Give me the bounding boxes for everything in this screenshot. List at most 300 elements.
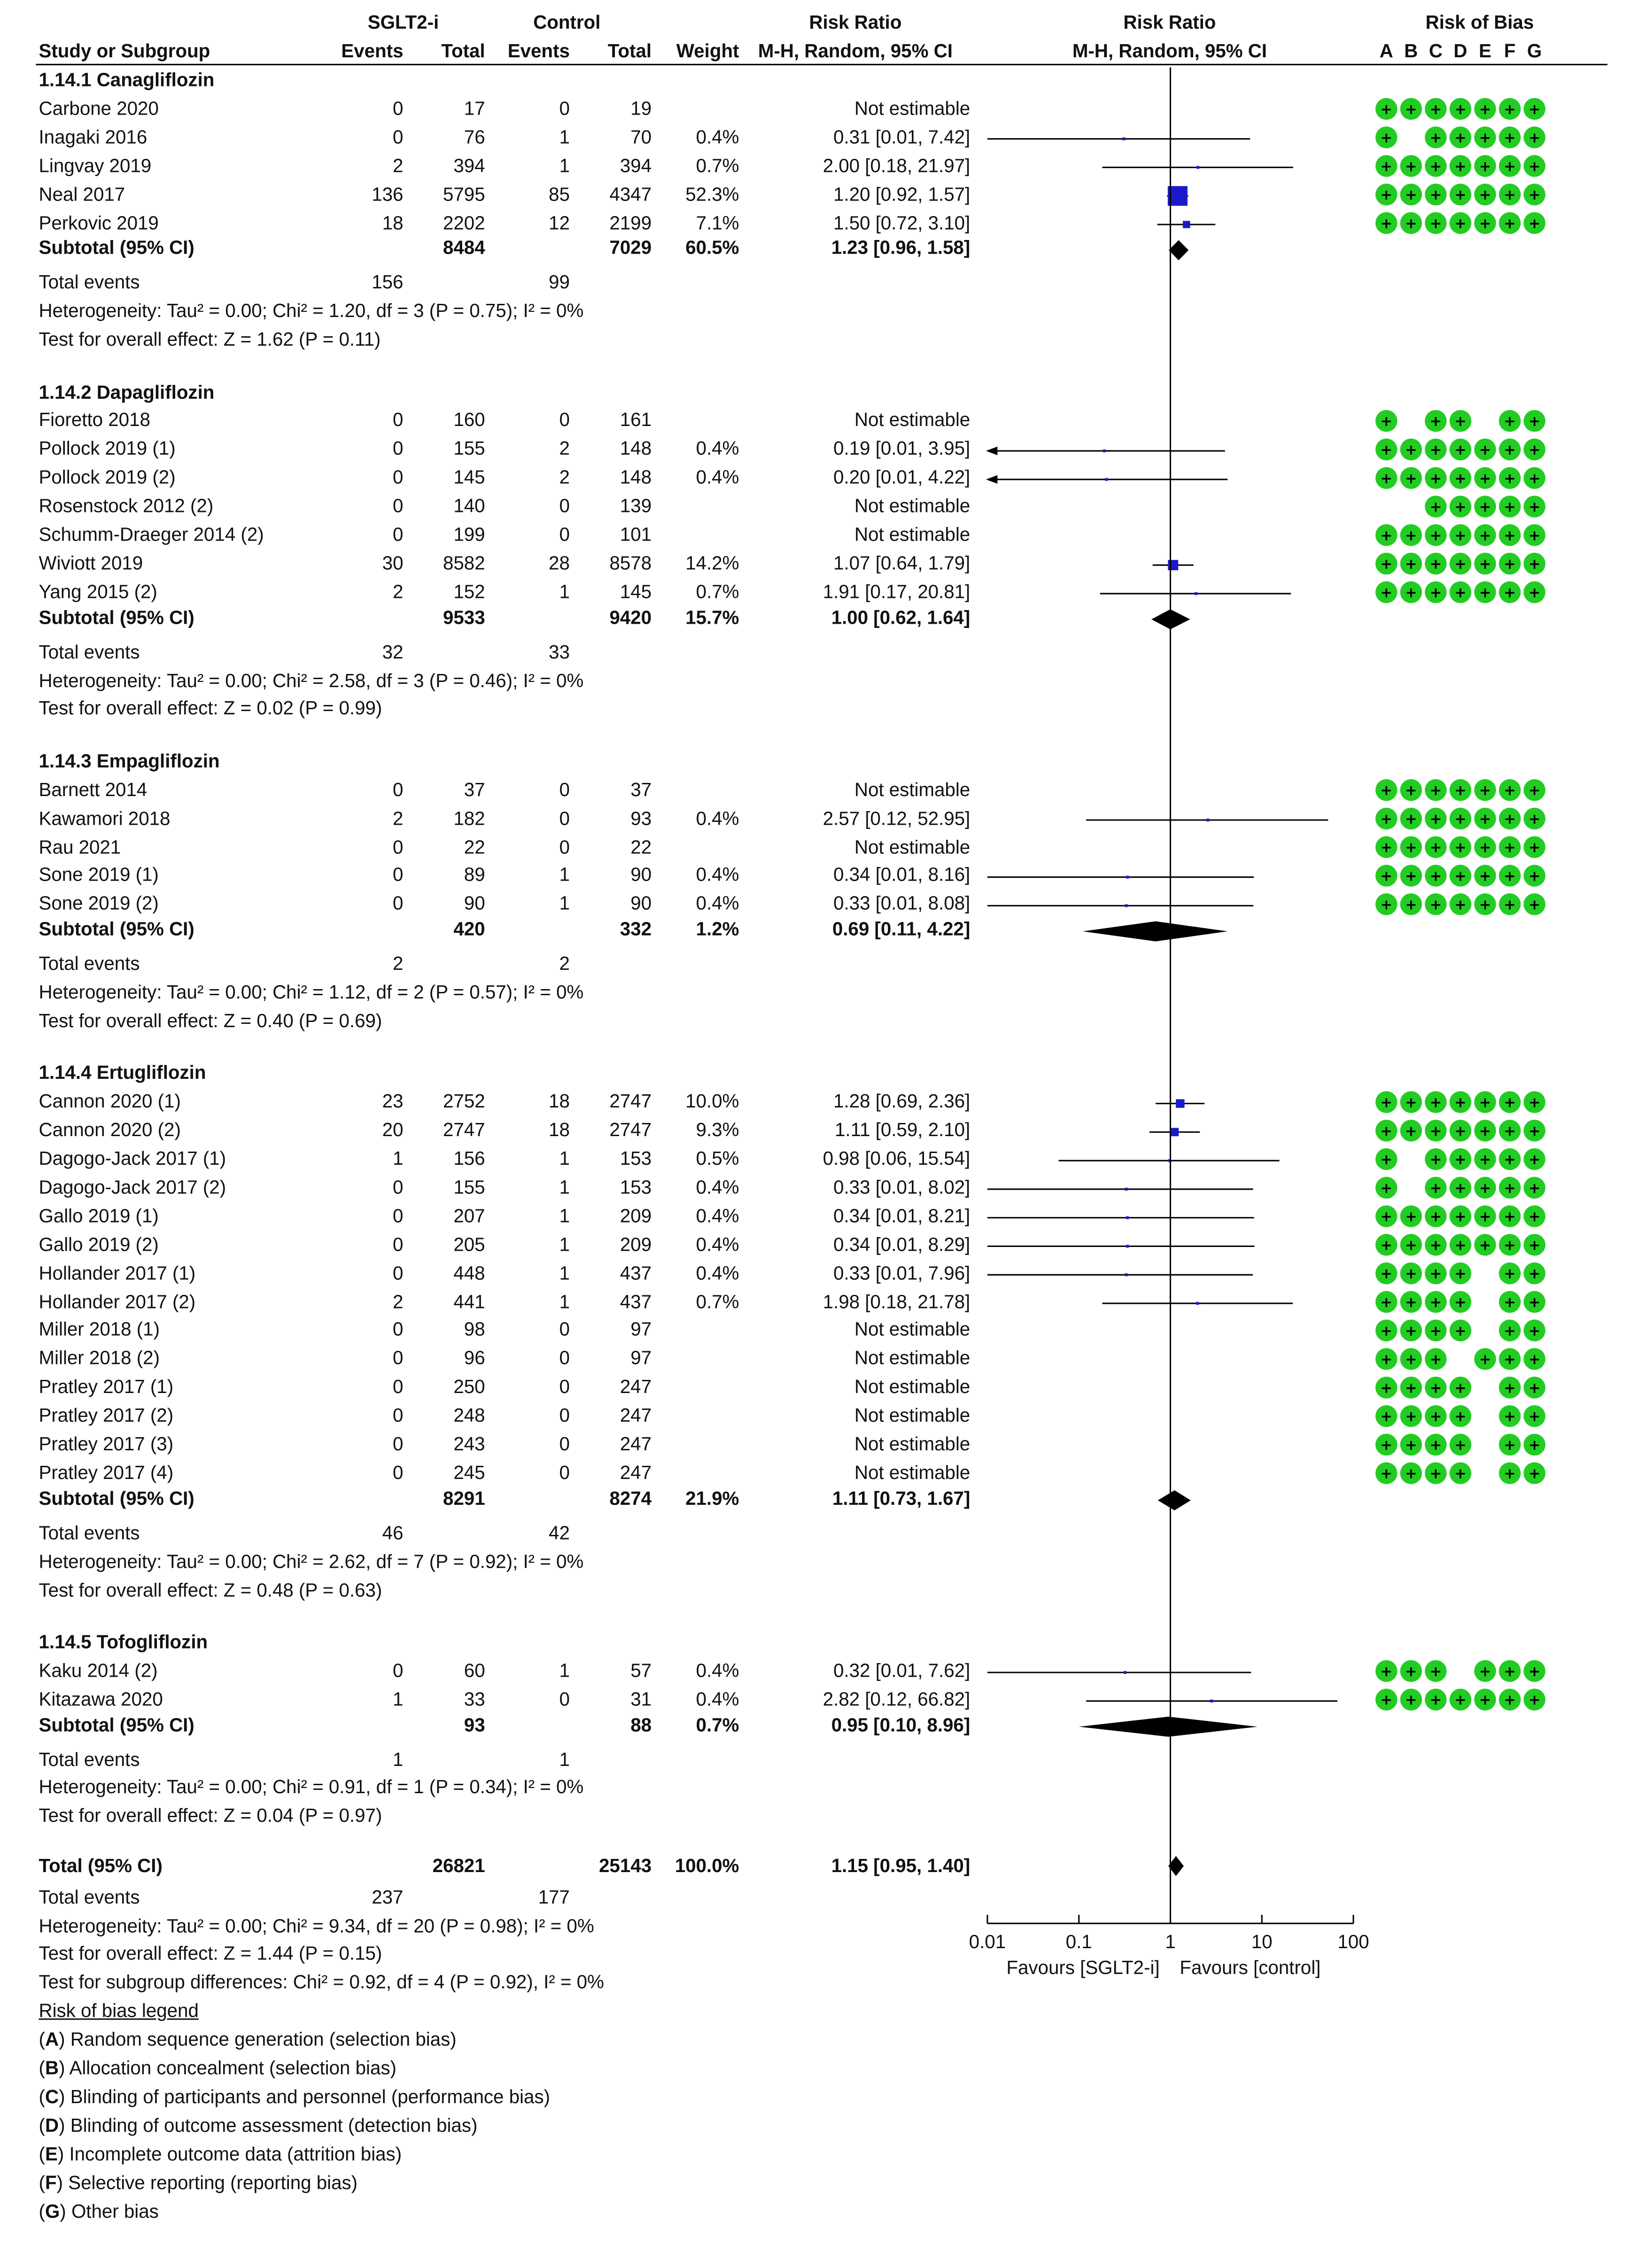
subtotal-label: Subtotal (95% CI) <box>39 1487 194 1509</box>
rob-plus-sign: + <box>1380 158 1393 175</box>
study-events-exp: 0 <box>393 409 404 431</box>
rob-plus-sign: + <box>1429 1465 1442 1482</box>
study-point-square <box>1210 1700 1213 1703</box>
study-rr-ci: 0.34 [0.01, 8.16] <box>833 864 971 886</box>
study-events-exp: 0 <box>393 1347 404 1369</box>
subtotal-total-ctl: 332 <box>620 918 652 940</box>
study-name: Pratley 2017 (4) <box>39 1462 174 1484</box>
study-events-exp: 2 <box>393 807 404 829</box>
study-weight: 14.2% <box>685 552 739 574</box>
study-point-square <box>1124 1671 1126 1674</box>
study-weight: 0.4% <box>696 892 739 914</box>
rob-plus-sign: + <box>1504 470 1516 487</box>
study-rr-ci: 0.19 [0.01, 3.95] <box>833 438 971 460</box>
rob-plus-sign: + <box>1454 413 1467 430</box>
study-name: Gallo 2019 (1) <box>39 1205 159 1227</box>
study-total-exp: 145 <box>453 466 485 488</box>
favours-right-label: Favours [control] <box>1180 1956 1321 1978</box>
study-point-square <box>1103 449 1106 452</box>
rob-plus-sign: + <box>1504 187 1516 204</box>
rob-plus-sign: + <box>1380 1323 1393 1339</box>
study-point-square <box>1105 478 1108 481</box>
rob-plus-sign: + <box>1405 101 1417 118</box>
rob-plus-sign: + <box>1454 215 1467 232</box>
study-total-ctl: 161 <box>620 409 652 431</box>
study-events-ctl: 1 <box>559 864 570 886</box>
study-events-ctl: 0 <box>559 836 570 858</box>
rob-plus-sign: + <box>1454 1294 1467 1311</box>
subtotal-rr-ci: 1.11 [0.73, 1.67] <box>832 1487 971 1509</box>
rob-plus-sign: + <box>1528 470 1541 487</box>
study-total-ctl: 4347 <box>609 183 652 205</box>
study-events-ctl: 1 <box>559 1147 570 1169</box>
rob-plus-sign: + <box>1380 897 1393 913</box>
study-events-exp: 0 <box>393 778 404 800</box>
study-point-square <box>1206 819 1209 821</box>
rob-legend-item: (C) Blinding of participants and personnel (performance bias) <box>39 2086 550 2107</box>
study-name: Kawamori 2018 <box>39 807 171 829</box>
total-weight: 100.0% <box>675 1854 739 1876</box>
rob-plus-sign: + <box>1528 101 1541 118</box>
rob-plus-sign: + <box>1454 1152 1467 1169</box>
subgroup-title: 1.14.5 Tofogliflozin <box>39 1631 208 1653</box>
total-rr-ci: 1.15 [0.95, 1.40] <box>831 1854 971 1876</box>
rob-plus-sign: + <box>1528 441 1541 458</box>
study-total-exp: 250 <box>453 1376 485 1398</box>
total-events-exp: 2 <box>393 952 404 975</box>
study-events-exp: 1 <box>393 1147 404 1169</box>
rob-plus-sign: + <box>1479 158 1491 175</box>
rob-plus-sign: + <box>1454 1266 1467 1283</box>
subtotal-weight: 1.2% <box>696 918 739 940</box>
study-events-ctl: 1 <box>559 1659 570 1681</box>
study-point-square <box>1195 592 1197 595</box>
rob-plus-sign: + <box>1380 1208 1393 1225</box>
rob-plus-sign: + <box>1528 584 1541 601</box>
study-total-ctl: 209 <box>620 1205 652 1227</box>
rob-plus-sign: + <box>1429 1123 1442 1140</box>
study-total-exp: 182 <box>453 807 485 829</box>
rob-plus-sign: + <box>1405 839 1417 856</box>
study-total-ctl: 437 <box>620 1262 652 1284</box>
study-events-ctl: 1 <box>559 892 570 914</box>
study-total-exp: 156 <box>453 1147 485 1169</box>
rob-plus-sign: + <box>1429 158 1442 175</box>
header-total-exp: Total <box>441 40 485 62</box>
rob-plus-sign: + <box>1405 811 1417 828</box>
study-rr-ci: Not estimable <box>854 778 971 800</box>
study-rr-ci: 0.20 [0.01, 4.22] <box>833 466 971 488</box>
study-name: Fioretto 2018 <box>39 409 150 431</box>
header-group-sglt2i: SGLT2-i <box>367 11 439 33</box>
rob-plus-sign: + <box>1528 215 1541 232</box>
study-total-exp: 33 <box>464 1688 485 1710</box>
subtotal-total-ctl: 9420 <box>609 606 652 628</box>
rob-plus-sign: + <box>1429 1323 1442 1339</box>
study-total-ctl: 247 <box>620 1462 652 1484</box>
x-tick-label: 1 <box>1165 1930 1176 1952</box>
subtotal-total-ctl: 7029 <box>609 237 652 259</box>
study-total-exp: 207 <box>453 1205 485 1227</box>
rob-plus-sign: + <box>1528 499 1541 516</box>
rob-plus-sign: + <box>1429 441 1442 458</box>
study-point-square <box>1122 138 1125 140</box>
study-events-exp: 0 <box>393 1404 404 1426</box>
study-weight: 0.4% <box>696 466 739 488</box>
study-name: Rau 2021 <box>39 836 121 858</box>
subtotal-label: Subtotal (95% CI) <box>39 1713 194 1735</box>
study-total-ctl: 31 <box>630 1688 652 1710</box>
study-total-exp: 22 <box>464 836 485 858</box>
rob-plus-sign: + <box>1504 1437 1516 1454</box>
rob-plus-sign: + <box>1454 1465 1467 1482</box>
rob-plus-sign: + <box>1429 1663 1442 1680</box>
rob-plus-sign: + <box>1429 584 1442 601</box>
study-rr-ci: 0.32 [0.01, 7.62] <box>833 1659 971 1681</box>
study-point-square <box>1183 221 1190 228</box>
rob-plus-sign: + <box>1479 811 1491 828</box>
overall-effect-text: Test for overall effect: Z = 1.62 (P = 0.11) <box>39 328 381 350</box>
study-weight: 0.4% <box>696 1262 739 1284</box>
subgroup-differences-text: Test for subgroup differences: Chi² = 0.92, df = 4 (P = 0.92), I² = 0% <box>39 1971 604 1993</box>
study-total-exp: 243 <box>453 1433 485 1455</box>
study-ci-arrow-left <box>986 475 997 484</box>
rob-plus-sign: + <box>1479 499 1491 516</box>
heterogeneity-text: Heterogeneity: Tau² = 0.00; Chi² = 0.91, df = 1 (P = 0.34); I² = 0% <box>39 1776 584 1798</box>
rob-plus-sign: + <box>1504 1380 1516 1397</box>
study-name: Barnett 2014 <box>39 778 148 800</box>
study-events-ctl: 1 <box>559 1205 570 1227</box>
rob-legend-item: (E) Incomplete outcome data (attrition bias) <box>39 2143 402 2165</box>
study-total-ctl: 209 <box>620 1233 652 1255</box>
rob-plus-sign: + <box>1479 130 1491 147</box>
rob-plus-sign: + <box>1454 158 1467 175</box>
study-rr-ci: 1.91 [0.17, 20.81] <box>823 581 971 603</box>
rob-plus-sign: + <box>1504 1123 1516 1140</box>
rob-legend-item: (A) Random sequence generation (selection bias) <box>39 2028 457 2051</box>
study-events-ctl: 0 <box>559 807 570 829</box>
study-events-ctl: 0 <box>559 495 570 517</box>
rob-plus-sign: + <box>1429 868 1442 885</box>
study-rr-ci: Not estimable <box>854 97 971 119</box>
study-events-ctl: 0 <box>559 1433 570 1455</box>
study-total-exp: 76 <box>464 126 485 147</box>
study-total-exp: 155 <box>453 1176 485 1198</box>
study-weight: 0.7% <box>696 1290 739 1312</box>
total-events-label: Total events <box>39 1521 140 1543</box>
rob-plus-sign: + <box>1504 130 1516 147</box>
rob-plus-sign: + <box>1380 782 1393 799</box>
study-total-ctl: 70 <box>630 126 652 147</box>
rob-plus-sign: + <box>1504 897 1516 913</box>
rob-legend-text: Incomplete outcome data (attrition bias) <box>69 2143 402 2165</box>
study-events-ctl: 1 <box>559 126 570 147</box>
study-total-ctl: 2199 <box>609 211 652 233</box>
study-point-square <box>1196 1302 1199 1305</box>
header-rr-plot-title: Risk Ratio <box>1123 11 1216 33</box>
rob-plus-sign: + <box>1380 527 1393 544</box>
total-events-label: Total events <box>39 952 140 975</box>
total-events-label: Total events <box>39 1748 140 1770</box>
subgroup-title: 1.14.1 Canagliflozin <box>39 69 215 91</box>
header-rob-letter: D <box>1453 40 1468 62</box>
rob-plus-sign: + <box>1504 1266 1516 1283</box>
x-tick-label: 0.1 <box>1065 1930 1092 1952</box>
rob-plus-sign: + <box>1405 1692 1417 1709</box>
study-events-exp: 0 <box>393 892 404 914</box>
study-total-ctl: 247 <box>620 1404 652 1426</box>
rob-plus-sign: + <box>1405 584 1417 601</box>
study-point-square <box>1196 166 1199 169</box>
rob-plus-sign: + <box>1405 527 1417 544</box>
rob-plus-sign: + <box>1405 1437 1417 1454</box>
study-rr-ci: Not estimable <box>854 1404 971 1426</box>
study-rr-ci: Not estimable <box>854 836 971 858</box>
study-name: Kitazawa 2020 <box>39 1688 163 1710</box>
study-total-exp: 60 <box>464 1659 485 1681</box>
rob-plus-sign: + <box>1454 811 1467 828</box>
study-events-exp: 0 <box>393 126 404 147</box>
study-rr-ci: 1.28 [0.69, 2.36] <box>833 1091 971 1112</box>
study-rr-ci: 2.00 [0.18, 21.97] <box>823 154 971 176</box>
subtotal-rr-ci: 1.00 [0.62, 1.64] <box>831 606 971 628</box>
study-events-ctl: 0 <box>559 1688 570 1710</box>
study-rr-ci: Not estimable <box>854 409 971 431</box>
rob-plus-sign: + <box>1454 1692 1467 1709</box>
total-events-ctl: 177 <box>538 1886 570 1908</box>
rob-legend-item: (D) Blinding of outcome assessment (detection bias) <box>39 2114 478 2136</box>
rob-plus-sign: + <box>1528 1692 1541 1709</box>
study-point-square <box>1176 1099 1184 1107</box>
rob-plus-sign: + <box>1528 1437 1541 1454</box>
rob-plus-sign: + <box>1405 782 1417 799</box>
rob-plus-sign: + <box>1429 1094 1442 1111</box>
rob-plus-sign: + <box>1429 1294 1442 1311</box>
rob-legend-item: (G) Other bias <box>39 2200 159 2222</box>
rob-plus-sign: + <box>1405 1094 1417 1111</box>
study-total-ctl: 153 <box>620 1147 652 1169</box>
study-total-ctl: 90 <box>630 864 652 886</box>
rob-plus-sign: + <box>1380 1152 1393 1169</box>
subtotal-rr-ci: 0.69 [0.11, 4.22] <box>832 918 971 940</box>
study-events-exp: 0 <box>393 1319 404 1341</box>
rob-plus-sign: + <box>1479 1208 1491 1225</box>
subgroup-title: 1.14.4 Ertugliflozin <box>39 1062 206 1084</box>
rob-plus-sign: + <box>1454 1237 1467 1254</box>
total-events-exp: 156 <box>372 271 404 294</box>
subtotal-total-ctl: 8274 <box>609 1487 652 1509</box>
rob-plus-sign: + <box>1454 868 1467 885</box>
rob-plus-sign: + <box>1429 811 1442 828</box>
x-tick-label: 10 <box>1251 1930 1273 1952</box>
rob-plus-sign: + <box>1479 1123 1491 1140</box>
header-weight: Weight <box>676 40 739 62</box>
study-total-ctl: 148 <box>620 438 652 460</box>
total-events-exp: 46 <box>382 1521 404 1543</box>
rob-plus-sign: + <box>1528 413 1541 430</box>
favours-left-label: Favours [SGLT2-i] <box>1006 1956 1160 1978</box>
study-total-ctl: 2747 <box>609 1119 652 1141</box>
study-total-exp: 8582 <box>443 552 485 574</box>
study-name: Pollock 2019 (2) <box>39 466 176 488</box>
subtotal-label: Subtotal (95% CI) <box>39 237 194 259</box>
study-weight: 0.4% <box>696 807 739 829</box>
rob-plus-sign: + <box>1504 1094 1516 1111</box>
study-events-exp: 0 <box>393 97 404 119</box>
rob-legend-letter: F <box>45 2171 57 2193</box>
total-events-label: Total events <box>39 271 140 294</box>
total-events-exp: 32 <box>382 641 404 662</box>
study-events-ctl: 0 <box>559 523 570 545</box>
rob-legend-letter: G <box>45 2200 60 2222</box>
rob-plus-sign: + <box>1479 1152 1491 1169</box>
study-events-exp: 0 <box>393 1433 404 1455</box>
study-total-ctl: 37 <box>630 778 652 800</box>
study-total-exp: 98 <box>464 1319 485 1341</box>
study-rr-ci: 1.07 [0.64, 1.79] <box>833 552 971 574</box>
study-point-square <box>1126 1245 1129 1247</box>
rob-plus-sign: + <box>1528 1266 1541 1283</box>
subtotal-rr-ci: 0.95 [0.10, 8.96] <box>831 1713 971 1735</box>
study-total-ctl: 57 <box>630 1659 652 1681</box>
rob-plus-sign: + <box>1528 1663 1541 1680</box>
study-name: Lingvay 2019 <box>39 154 152 176</box>
total-events-ctl: 2 <box>559 952 570 975</box>
rob-plus-sign: + <box>1429 413 1442 430</box>
rob-plus-sign: + <box>1504 1692 1516 1709</box>
rob-legend-text: Blinding of outcome assessment (detection bias) <box>70 2114 478 2136</box>
study-total-exp: 2752 <box>443 1091 485 1112</box>
study-ci-arrow-left <box>986 447 997 455</box>
study-name: Pratley 2017 (3) <box>39 1433 174 1455</box>
rob-plus-sign: + <box>1454 470 1467 487</box>
study-name: Pratley 2017 (2) <box>39 1404 174 1426</box>
study-name: Miller 2018 (1) <box>39 1319 160 1341</box>
study-weight: 0.7% <box>696 581 739 603</box>
rob-plus-sign: + <box>1504 556 1516 573</box>
study-events-ctl: 0 <box>559 1319 570 1341</box>
study-weight: 0.4% <box>696 438 739 460</box>
rob-plus-sign: + <box>1454 584 1467 601</box>
rob-plus-sign: + <box>1380 556 1393 573</box>
rob-plus-sign: + <box>1454 1323 1467 1339</box>
total-events-ctl: 1 <box>559 1748 570 1770</box>
study-events-ctl: 1 <box>559 1262 570 1284</box>
rob-plus-sign: + <box>1405 187 1417 204</box>
study-point-square <box>1170 1128 1179 1137</box>
study-total-exp: 248 <box>453 1404 485 1426</box>
rob-plus-sign: + <box>1504 1180 1516 1197</box>
study-name: Wiviott 2019 <box>39 552 143 574</box>
total-events-ctl: 42 <box>549 1521 570 1543</box>
rob-plus-sign: + <box>1429 897 1442 913</box>
study-events-exp: 0 <box>393 836 404 858</box>
study-name: Dagogo-Jack 2017 (1) <box>39 1147 226 1169</box>
rob-plus-sign: + <box>1380 130 1393 147</box>
subtotal-total-exp: 420 <box>453 918 485 940</box>
rob-legend-item: (B) Allocation concealment (selection bias) <box>39 2057 396 2079</box>
rob-plus-sign: + <box>1504 499 1516 516</box>
rob-plus-sign: + <box>1479 868 1491 885</box>
study-events-exp: 18 <box>382 211 404 233</box>
rob-plus-sign: + <box>1380 1692 1393 1709</box>
study-weight: 9.3% <box>696 1119 739 1141</box>
study-total-exp: 160 <box>453 409 485 431</box>
rob-plus-sign: + <box>1405 897 1417 913</box>
rob-plus-sign: + <box>1380 441 1393 458</box>
rob-plus-sign: + <box>1429 1437 1442 1454</box>
header-rob-letter: G <box>1527 40 1542 62</box>
rob-plus-sign: + <box>1405 1663 1417 1680</box>
study-rr-ci: Not estimable <box>854 1347 971 1369</box>
rob-plus-sign: + <box>1528 1351 1541 1368</box>
subtotal-weight: 15.7% <box>685 606 739 628</box>
study-point-square <box>1125 904 1128 907</box>
study-total-ctl: 247 <box>620 1376 652 1398</box>
study-name: Cannon 2020 (1) <box>39 1091 181 1112</box>
study-rr-ci: 0.34 [0.01, 8.21] <box>833 1205 971 1227</box>
rob-plus-sign: + <box>1429 1692 1442 1709</box>
study-events-exp: 0 <box>393 1659 404 1681</box>
rob-plus-sign: + <box>1479 441 1491 458</box>
rob-plus-sign: + <box>1454 1437 1467 1454</box>
study-name: Neal 2017 <box>39 183 125 205</box>
study-weight: 10.0% <box>685 1091 739 1112</box>
study-total-exp: 245 <box>453 1462 485 1484</box>
rob-plus-sign: + <box>1405 1351 1417 1368</box>
study-events-exp: 23 <box>382 1091 404 1112</box>
study-point-square <box>1126 1216 1129 1219</box>
study-total-ctl: 93 <box>630 807 652 829</box>
rob-plus-sign: + <box>1405 1237 1417 1254</box>
rob-plus-sign: + <box>1454 1208 1467 1225</box>
rob-plus-sign: + <box>1405 470 1417 487</box>
study-events-ctl: 0 <box>559 778 570 800</box>
rob-plus-sign: + <box>1528 1380 1541 1397</box>
study-total-ctl: 90 <box>630 892 652 914</box>
study-total-exp: 152 <box>453 581 485 603</box>
rob-plus-sign: + <box>1454 1380 1467 1397</box>
study-total-ctl: 22 <box>630 836 652 858</box>
study-total-exp: 394 <box>453 154 485 176</box>
rob-plus-sign: + <box>1504 1323 1516 1339</box>
study-events-exp: 2 <box>393 1290 404 1312</box>
study-weight: 0.4% <box>696 1205 739 1227</box>
study-total-exp: 2202 <box>443 211 485 233</box>
rob-plus-sign: + <box>1454 441 1467 458</box>
rob-plus-sign: + <box>1528 187 1541 204</box>
rob-legend-text: Other bias <box>71 2200 159 2222</box>
rob-plus-sign: + <box>1528 1094 1541 1111</box>
study-events-exp: 30 <box>382 552 404 574</box>
rob-plus-sign: + <box>1504 868 1516 885</box>
rob-plus-sign: + <box>1479 1351 1491 1368</box>
rob-plus-sign: + <box>1504 158 1516 175</box>
subgroup-title: 1.14.2 Dapagliflozin <box>39 380 215 403</box>
rob-plus-sign: + <box>1504 1294 1516 1311</box>
study-name: Dagogo-Jack 2017 (2) <box>39 1176 226 1198</box>
study-events-ctl: 2 <box>559 438 570 460</box>
overall-effect-text: Test for overall effect: Z = 0.02 (P = 0.99) <box>39 697 382 720</box>
rob-plus-sign: + <box>1380 868 1393 885</box>
rob-plus-sign: + <box>1528 782 1541 799</box>
study-events-exp: 136 <box>372 183 404 205</box>
header-rob-letter: C <box>1429 40 1443 62</box>
rob-plus-sign: + <box>1504 441 1516 458</box>
study-total-ctl: 8578 <box>609 552 652 574</box>
rob-plus-sign: + <box>1479 839 1491 856</box>
total-events-label: Total events <box>39 641 140 662</box>
